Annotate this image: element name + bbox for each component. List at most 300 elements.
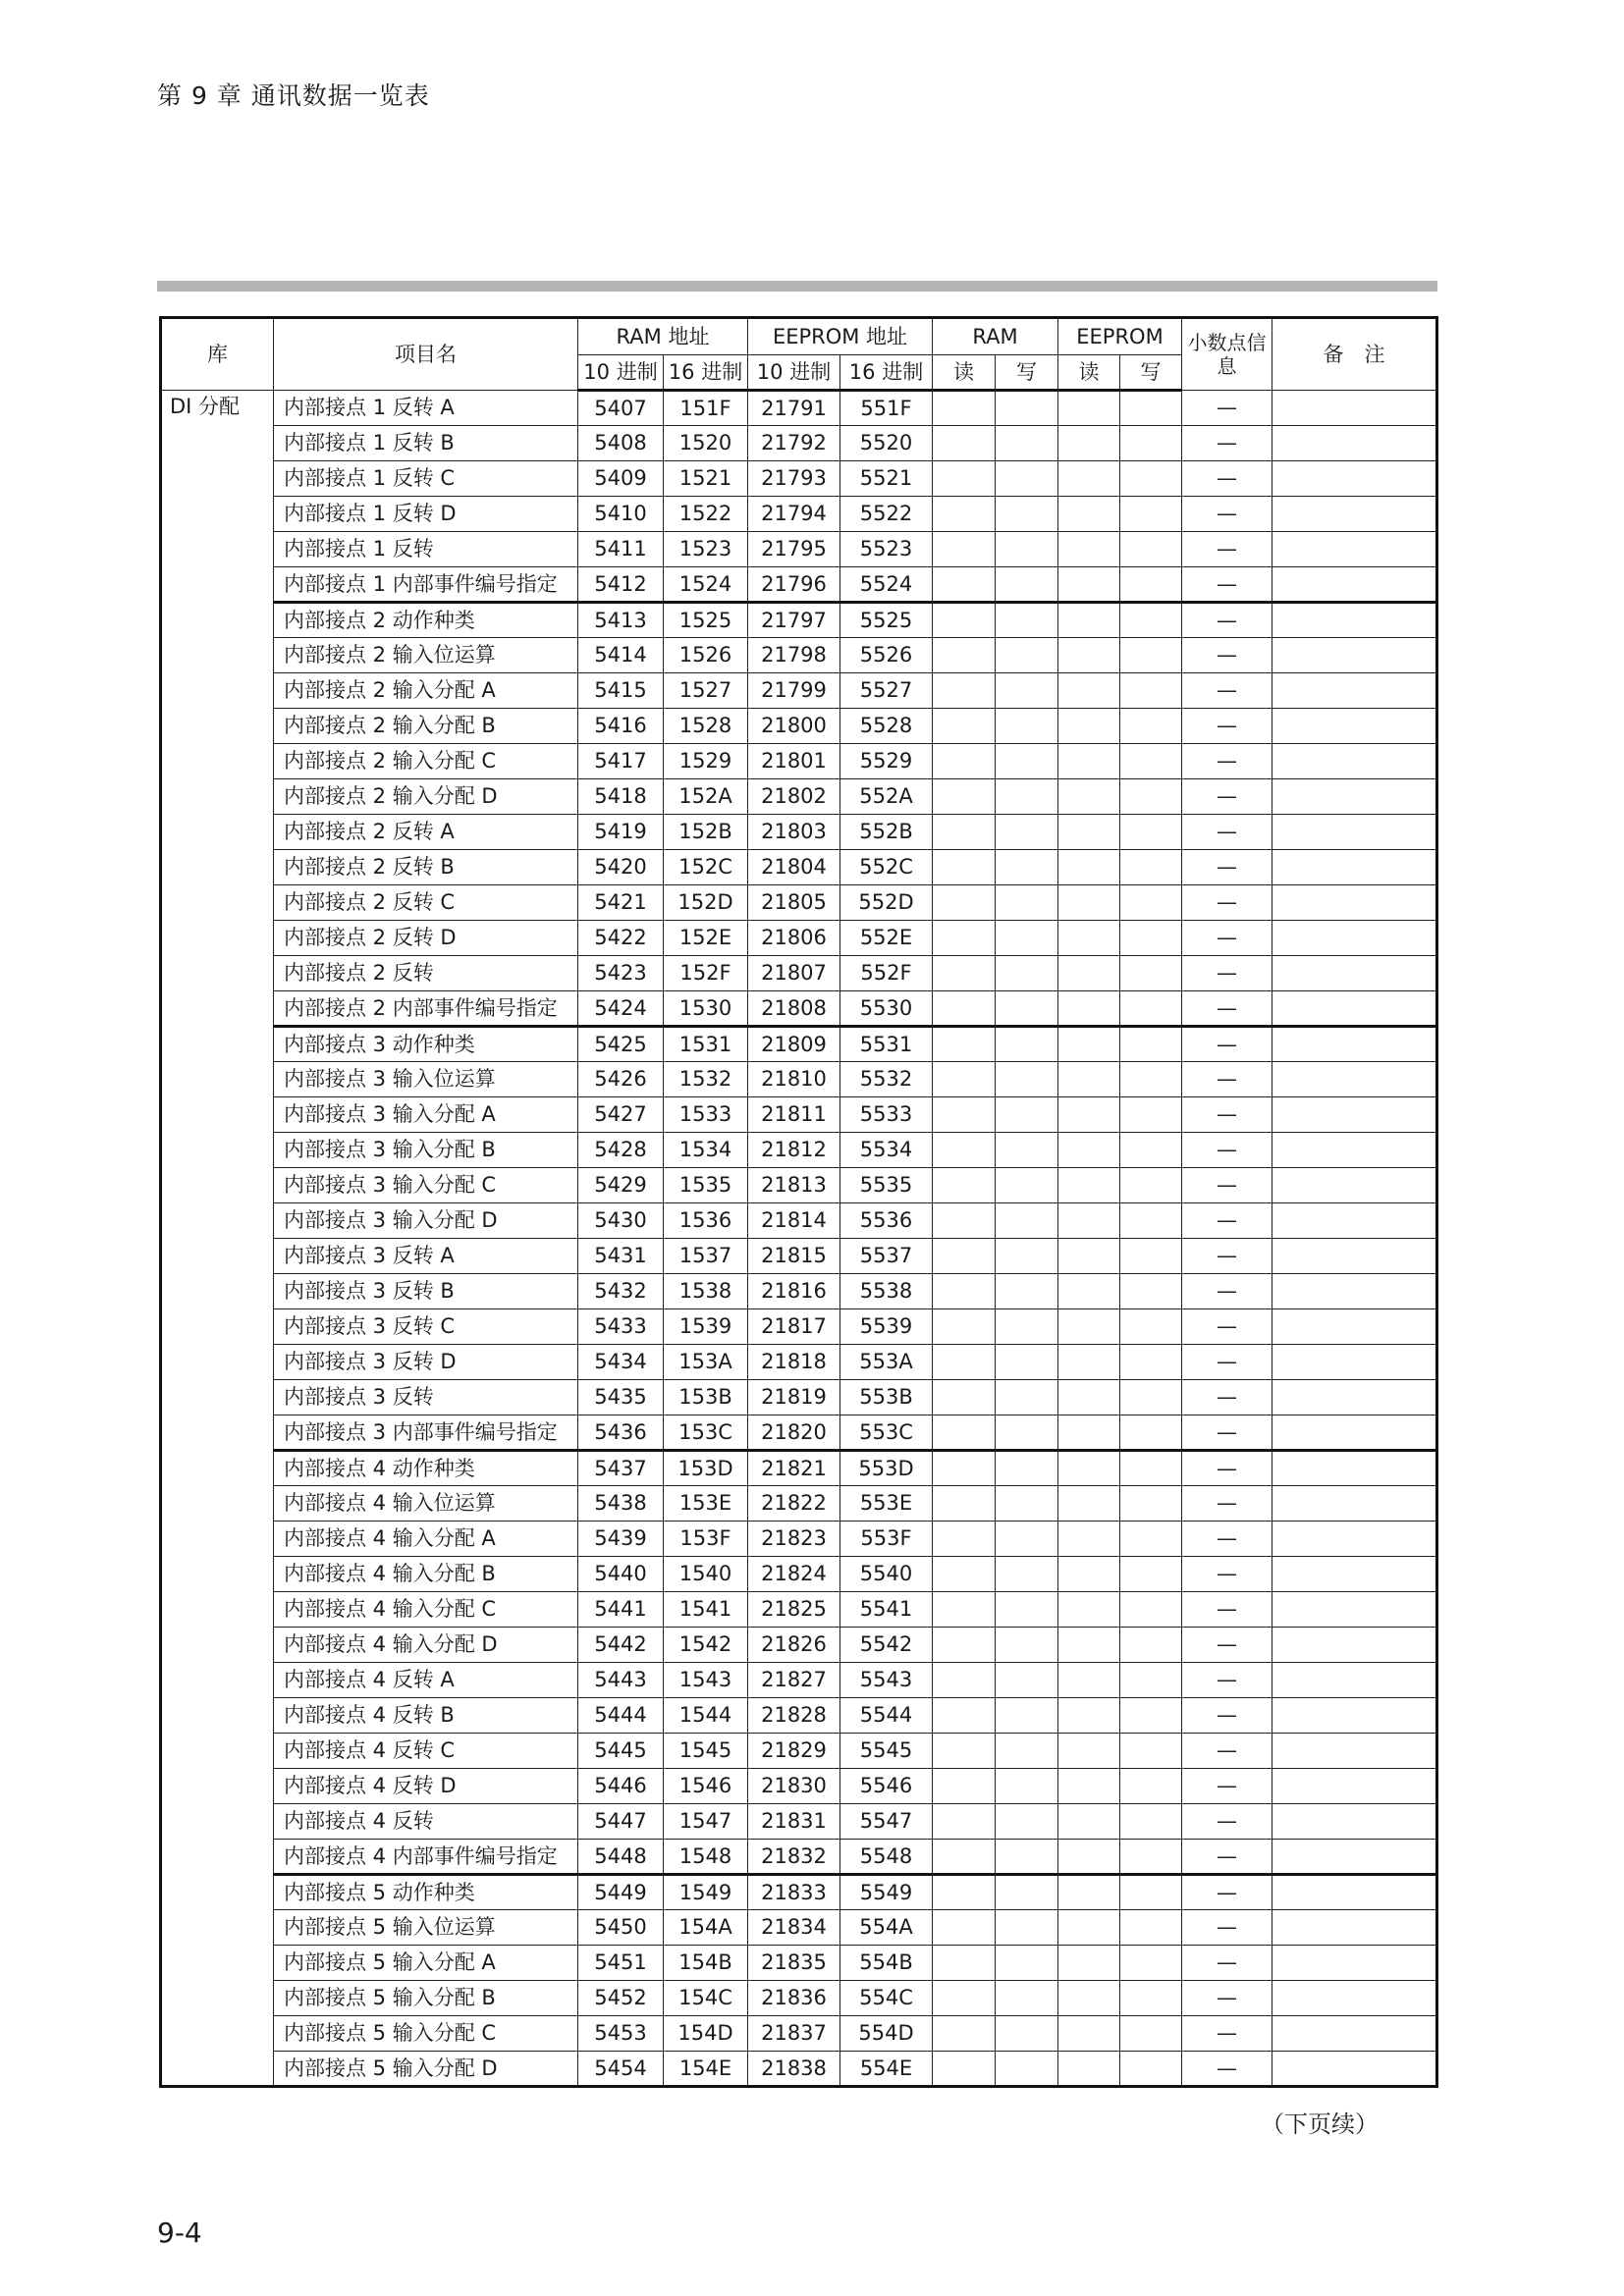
eeprom-write-cell xyxy=(1120,1663,1182,1698)
eeprom-hex-cell: 552F xyxy=(840,956,933,991)
remarks-cell xyxy=(1272,1274,1437,1309)
table-row xyxy=(161,1698,1437,1734)
remarks-cell xyxy=(1272,1663,1437,1698)
eeprom-write-cell xyxy=(1120,567,1182,603)
continued-note: （下页续） xyxy=(1261,2110,1379,2138)
eeprom-dec-cell: 21803 xyxy=(748,815,840,850)
ram-write-cell xyxy=(996,1309,1058,1345)
table-row xyxy=(161,744,1437,779)
eeprom-hex-cell: 553D xyxy=(840,1451,933,1486)
item-name-cell: 内部接点 1 反转 B xyxy=(274,426,578,461)
decimal-info-cell: — xyxy=(1182,709,1272,744)
table-row xyxy=(161,991,1437,1027)
decimal-info-cell: — xyxy=(1182,1239,1272,1274)
eeprom-dec-cell: 21791 xyxy=(748,391,840,426)
decimal-info-cell: — xyxy=(1182,1203,1272,1239)
decimal-info-cell: — xyxy=(1182,1628,1272,1663)
decimal-info-cell: — xyxy=(1182,1557,1272,1592)
table-row xyxy=(161,1946,1437,1981)
table-row xyxy=(161,1486,1437,1522)
ram-dec-cell: 5423 xyxy=(578,956,664,991)
decimal-info-cell: — xyxy=(1182,1062,1272,1097)
ram-write-cell xyxy=(996,1415,1058,1451)
decimal-info-cell: — xyxy=(1182,638,1272,673)
eeprom-hex-cell: 551F xyxy=(840,391,933,426)
table-row xyxy=(161,1910,1437,1946)
ram-write-cell xyxy=(996,1097,1058,1133)
eeprom-dec-cell: 21804 xyxy=(748,850,840,885)
remarks-cell xyxy=(1272,1522,1437,1557)
eeprom-dec-cell: 21815 xyxy=(748,1239,840,1274)
remarks-cell xyxy=(1272,1557,1437,1592)
decimal-info-cell: — xyxy=(1182,1910,1272,1946)
eeprom-hex-cell: 5539 xyxy=(840,1309,933,1345)
ram-dec-cell: 5449 xyxy=(578,1875,664,1910)
communication-data-table xyxy=(159,316,1438,2088)
ram-hex-cell: 1520 xyxy=(664,426,748,461)
ram-dec-cell: 5413 xyxy=(578,603,664,638)
ram-write-cell xyxy=(996,603,1058,638)
item-name-cell: 内部接点 3 输入分配 B xyxy=(274,1133,578,1168)
ram-write-cell xyxy=(996,709,1058,744)
eeprom-write-cell xyxy=(1120,426,1182,461)
col-eeprom-access-header: EEPROM xyxy=(1058,318,1182,355)
ram-read-cell xyxy=(933,1274,996,1309)
ram-dec-cell: 5412 xyxy=(578,567,664,603)
ram-write-cell xyxy=(996,991,1058,1027)
ram-write-cell xyxy=(996,1981,1058,2016)
item-name-cell: 内部接点 4 内部事件编号指定 xyxy=(274,1840,578,1875)
eeprom-read-cell xyxy=(1058,1628,1120,1663)
ram-write-cell xyxy=(996,1168,1058,1203)
eeprom-read-cell xyxy=(1058,1451,1120,1486)
eeprom-hex-cell: 5524 xyxy=(840,567,933,603)
eeprom-write-cell xyxy=(1120,744,1182,779)
eeprom-hex-cell: 5530 xyxy=(840,991,933,1027)
ram-write-cell xyxy=(996,1345,1058,1380)
ram-hex-cell: 1531 xyxy=(664,1027,748,1062)
eeprom-write-cell xyxy=(1120,1239,1182,1274)
remarks-cell xyxy=(1272,744,1437,779)
eeprom-dec-cell: 21821 xyxy=(748,1451,840,1486)
table-row xyxy=(161,921,1437,956)
ram-read-cell xyxy=(933,1946,996,1981)
eeprom-dec-cell: 21837 xyxy=(748,2016,840,2052)
item-name-cell: 内部接点 5 输入分配 D xyxy=(274,2052,578,2087)
eeprom-hex-cell: 5547 xyxy=(840,1804,933,1840)
ram-read-cell xyxy=(933,1168,996,1203)
remarks-cell xyxy=(1272,1734,1437,1769)
eeprom-read-cell xyxy=(1058,2052,1120,2087)
item-name-cell: 内部接点 1 反转 A xyxy=(274,391,578,426)
ram-read-cell xyxy=(933,1415,996,1451)
table-row xyxy=(161,1027,1437,1062)
eeprom-hex-cell: 5536 xyxy=(840,1203,933,1239)
ram-dec-cell: 5441 xyxy=(578,1592,664,1628)
ram-dec-cell: 5436 xyxy=(578,1415,664,1451)
ram-write-cell xyxy=(996,1840,1058,1875)
eeprom-hex-cell: 554D xyxy=(840,2016,933,2052)
ram-dec-cell: 5428 xyxy=(578,1133,664,1168)
ram-hex-cell: 152A xyxy=(664,779,748,815)
eeprom-read-cell xyxy=(1058,1522,1120,1557)
ram-write-cell xyxy=(996,673,1058,709)
eeprom-hex-cell: 5543 xyxy=(840,1663,933,1698)
eeprom-read-cell xyxy=(1058,1133,1120,1168)
ram-read-cell xyxy=(933,885,996,921)
item-name-cell: 内部接点 3 动作种类 xyxy=(274,1027,578,1062)
ram-write-cell xyxy=(996,1698,1058,1734)
table-row xyxy=(161,1415,1437,1451)
eeprom-read-cell xyxy=(1058,1274,1120,1309)
eeprom-write-cell xyxy=(1120,1592,1182,1628)
ram-write-cell xyxy=(996,1027,1058,1062)
ram-hex-cell: 151F xyxy=(664,391,748,426)
remarks-cell xyxy=(1272,1946,1437,1981)
eeprom-dec-cell: 21805 xyxy=(748,885,840,921)
eeprom-hex-cell: 552B xyxy=(840,815,933,850)
ram-write-cell xyxy=(996,461,1058,497)
ram-dec-subheader: 10 进制 xyxy=(578,355,664,391)
ram-hex-cell: 154C xyxy=(664,1981,748,2016)
eeprom-dec-cell: 21806 xyxy=(748,921,840,956)
ram-dec-cell: 5411 xyxy=(578,532,664,567)
eeprom-hex-cell: 554B xyxy=(840,1946,933,1981)
eeprom-write-cell xyxy=(1120,850,1182,885)
eeprom-hex-cell: 5523 xyxy=(840,532,933,567)
eeprom-read-cell xyxy=(1058,1097,1120,1133)
eeprom-read-cell xyxy=(1058,1203,1120,1239)
library-cell: DI 分配 xyxy=(161,391,274,2087)
eeprom-dec-cell: 21799 xyxy=(748,673,840,709)
col-library-header: 库 xyxy=(161,318,274,391)
eeprom-dec-cell: 21812 xyxy=(748,1133,840,1168)
remarks-cell xyxy=(1272,532,1437,567)
remarks-cell xyxy=(1272,1451,1437,1486)
ram-hex-cell: 1525 xyxy=(664,603,748,638)
eeprom-read-cell xyxy=(1058,815,1120,850)
ram-read-cell xyxy=(933,709,996,744)
remarks-cell xyxy=(1272,921,1437,956)
ram-read-cell xyxy=(933,1522,996,1557)
table-row xyxy=(161,1309,1437,1345)
ram-hex-cell: 1544 xyxy=(664,1698,748,1734)
eeprom-dec-cell: 21827 xyxy=(748,1663,840,1698)
ram-read-cell xyxy=(933,1981,996,2016)
eeprom-hex-cell: 5535 xyxy=(840,1168,933,1203)
decimal-info-cell: — xyxy=(1182,1345,1272,1380)
eeprom-hex-cell: 5525 xyxy=(840,603,933,638)
eeprom-dec-cell: 21798 xyxy=(748,638,840,673)
table-row xyxy=(161,603,1437,638)
item-name-cell: 内部接点 4 输入分配 D xyxy=(274,1628,578,1663)
ram-read-cell xyxy=(933,1239,996,1274)
ram-write-cell xyxy=(996,1062,1058,1097)
remarks-cell xyxy=(1272,815,1437,850)
eeprom-dec-cell: 21808 xyxy=(748,991,840,1027)
item-name-cell: 内部接点 2 反转 B xyxy=(274,850,578,885)
ram-write-cell xyxy=(996,1910,1058,1946)
ram-dec-cell: 5407 xyxy=(578,391,664,426)
table-row xyxy=(161,1203,1437,1239)
ram-read-cell xyxy=(933,426,996,461)
eeprom-write-cell xyxy=(1120,461,1182,497)
ram-dec-cell: 5410 xyxy=(578,497,664,532)
ram-hex-cell: 153E xyxy=(664,1486,748,1522)
eeprom-write-cell xyxy=(1120,921,1182,956)
eeprom-write-cell xyxy=(1120,638,1182,673)
table-row xyxy=(161,779,1437,815)
eeprom-write-cell xyxy=(1120,1309,1182,1345)
eeprom-dec-cell: 21817 xyxy=(748,1309,840,1345)
decimal-info-cell: — xyxy=(1182,497,1272,532)
item-name-cell: 内部接点 3 反转 xyxy=(274,1380,578,1415)
eeprom-write-cell xyxy=(1120,1698,1182,1734)
eeprom-dec-cell: 21818 xyxy=(748,1345,840,1380)
ram-dec-cell: 5452 xyxy=(578,1981,664,2016)
ram-write-cell xyxy=(996,532,1058,567)
eeprom-dec-cell: 21835 xyxy=(748,1946,840,1981)
ram-read-cell xyxy=(933,815,996,850)
eeprom-write-cell xyxy=(1120,1380,1182,1415)
ram-hex-cell: 154A xyxy=(664,1910,748,1946)
eeprom-dec-cell: 21834 xyxy=(748,1910,840,1946)
eeprom-write-cell xyxy=(1120,1734,1182,1769)
eeprom-write-cell xyxy=(1120,497,1182,532)
table-row xyxy=(161,1062,1437,1097)
eeprom-dec-cell: 21810 xyxy=(748,1062,840,1097)
remarks-cell xyxy=(1272,1345,1437,1380)
item-name-cell: 内部接点 3 输入分配 A xyxy=(274,1097,578,1133)
decimal-info-cell: — xyxy=(1182,1663,1272,1698)
table-row xyxy=(161,1663,1437,1698)
item-name-cell: 内部接点 2 输入分配 C xyxy=(274,744,578,779)
remarks-cell xyxy=(1272,1769,1437,1804)
eeprom-write-cell xyxy=(1120,1027,1182,1062)
eeprom-hex-cell: 552D xyxy=(840,885,933,921)
ram-hex-cell: 152B xyxy=(664,815,748,850)
ram-dec-cell: 5422 xyxy=(578,921,664,956)
ram-read-cell xyxy=(933,1133,996,1168)
decimal-info-cell: — xyxy=(1182,991,1272,1027)
eeprom-dec-cell: 21800 xyxy=(748,709,840,744)
ram-read-cell xyxy=(933,1203,996,1239)
ram-read-cell xyxy=(933,1557,996,1592)
ram-read-cell xyxy=(933,1804,996,1840)
table-row xyxy=(161,815,1437,850)
remarks-cell xyxy=(1272,1592,1437,1628)
eeprom-dec-cell: 21823 xyxy=(748,1522,840,1557)
eeprom-read-cell xyxy=(1058,1345,1120,1380)
decimal-info-cell: — xyxy=(1182,815,1272,850)
ram-read-cell xyxy=(933,921,996,956)
eeprom-write-cell xyxy=(1120,1345,1182,1380)
eeprom-write-cell xyxy=(1120,532,1182,567)
remarks-cell xyxy=(1272,1380,1437,1415)
eeprom-hex-subheader: 16 进制 xyxy=(840,355,933,391)
eeprom-write-cell xyxy=(1120,1769,1182,1804)
eeprom-dec-cell: 21838 xyxy=(748,2052,840,2087)
eeprom-read-cell xyxy=(1058,1734,1120,1769)
item-name-cell: 内部接点 1 反转 D xyxy=(274,497,578,532)
decimal-info-cell: — xyxy=(1182,1133,1272,1168)
ram-hex-cell: 1545 xyxy=(664,1734,748,1769)
ram-read-cell xyxy=(933,1875,996,1910)
item-name-cell: 内部接点 1 内部事件编号指定 xyxy=(274,567,578,603)
eeprom-hex-cell: 5537 xyxy=(840,1239,933,1274)
decimal-info-cell: — xyxy=(1182,779,1272,815)
item-name-cell: 内部接点 2 输入分配 B xyxy=(274,709,578,744)
table-row xyxy=(161,1557,1437,1592)
table-row xyxy=(161,2016,1437,2052)
ram-hex-cell: 1528 xyxy=(664,709,748,744)
col-item-name-header: 项目名 xyxy=(274,318,578,391)
item-name-cell: 内部接点 5 输入分配 A xyxy=(274,1946,578,1981)
ram-read-cell xyxy=(933,1309,996,1345)
decimal-info-cell: — xyxy=(1182,1309,1272,1345)
ram-read-cell xyxy=(933,638,996,673)
ram-read-cell xyxy=(933,1592,996,1628)
col-ram-access-header: RAM xyxy=(933,318,1058,355)
eeprom-write-cell xyxy=(1120,1203,1182,1239)
decimal-info-cell: — xyxy=(1182,391,1272,426)
eeprom-read-cell xyxy=(1058,1946,1120,1981)
eeprom-write-cell xyxy=(1120,1522,1182,1557)
ram-hex-cell: 1530 xyxy=(664,991,748,1027)
table-row xyxy=(161,532,1437,567)
eeprom-hex-cell: 5529 xyxy=(840,744,933,779)
ram-write-cell xyxy=(996,1522,1058,1557)
item-name-cell: 内部接点 4 动作种类 xyxy=(274,1451,578,1486)
item-name-cell: 内部接点 3 内部事件编号指定 xyxy=(274,1415,578,1451)
item-name-cell: 内部接点 4 反转 xyxy=(274,1804,578,1840)
col-eeprom-address-header: EEPROM 地址 xyxy=(748,318,933,355)
ram-write-cell xyxy=(996,567,1058,603)
remarks-cell xyxy=(1272,2016,1437,2052)
table-row xyxy=(161,1840,1437,1875)
ram-read-cell xyxy=(933,991,996,1027)
decimal-info-cell: — xyxy=(1182,1875,1272,1910)
item-name-cell: 内部接点 2 反转 xyxy=(274,956,578,991)
ram-hex-cell: 152D xyxy=(664,885,748,921)
eeprom-hex-cell: 553F xyxy=(840,1522,933,1557)
eeprom-dec-cell: 21797 xyxy=(748,603,840,638)
eeprom-hex-cell: 5532 xyxy=(840,1062,933,1097)
item-name-cell: 内部接点 3 反转 B xyxy=(274,1274,578,1309)
eeprom-read-cell xyxy=(1058,1840,1120,1875)
eeprom-read-cell xyxy=(1058,850,1120,885)
decimal-info-cell: — xyxy=(1182,1097,1272,1133)
ram-write-cell xyxy=(996,1734,1058,1769)
ram-write-cell xyxy=(996,1380,1058,1415)
ram-write-cell xyxy=(996,638,1058,673)
decimal-info-cell: — xyxy=(1182,673,1272,709)
eeprom-write-cell xyxy=(1120,1628,1182,1663)
decimal-info-cell: — xyxy=(1182,532,1272,567)
eeprom-write-cell xyxy=(1120,2052,1182,2087)
eeprom-hex-cell: 5542 xyxy=(840,1628,933,1663)
ram-read-cell xyxy=(933,1628,996,1663)
table-row xyxy=(161,391,1437,426)
eeprom-hex-cell: 552A xyxy=(840,779,933,815)
ram-hex-subheader: 16 进制 xyxy=(664,355,748,391)
table-row xyxy=(161,1239,1437,1274)
eeprom-dec-cell: 21813 xyxy=(748,1168,840,1203)
ram-dec-cell: 5451 xyxy=(578,1946,664,1981)
eeprom-read-cell xyxy=(1058,921,1120,956)
eeprom-hex-cell: 5534 xyxy=(840,1133,933,1168)
ram-read-cell xyxy=(933,1663,996,1698)
eeprom-read-cell xyxy=(1058,497,1120,532)
decimal-info-cell: — xyxy=(1182,1769,1272,1804)
ram-dec-cell: 5430 xyxy=(578,1203,664,1239)
ram-hex-cell: 1534 xyxy=(664,1133,748,1168)
eeprom-hex-cell: 5544 xyxy=(840,1698,933,1734)
table-row xyxy=(161,567,1437,603)
decimal-info-cell: — xyxy=(1182,603,1272,638)
ram-hex-cell: 152C xyxy=(664,850,748,885)
ram-write-cell xyxy=(996,1557,1058,1592)
ram-dec-cell: 5443 xyxy=(578,1663,664,1698)
remarks-cell xyxy=(1272,1981,1437,2016)
eeprom-hex-cell: 5527 xyxy=(840,673,933,709)
chapter-title: 第 9 章 通讯数据一览表 xyxy=(157,81,430,110)
ram-write-cell xyxy=(996,815,1058,850)
decimal-info-cell: — xyxy=(1182,1592,1272,1628)
table-row xyxy=(161,638,1437,673)
ram-write-cell xyxy=(996,1769,1058,1804)
ram-read-cell xyxy=(933,779,996,815)
ram-read-cell xyxy=(933,1910,996,1946)
eeprom-read-cell xyxy=(1058,1415,1120,1451)
eeprom-write-cell xyxy=(1120,1910,1182,1946)
ram-write-cell xyxy=(996,1875,1058,1910)
table-row xyxy=(161,426,1437,461)
eeprom-dec-cell: 21836 xyxy=(748,1981,840,2016)
remarks-cell xyxy=(1272,1027,1437,1062)
eeprom-dec-cell: 21807 xyxy=(748,956,840,991)
eeprom-read-cell xyxy=(1058,1698,1120,1734)
eeprom-read-cell xyxy=(1058,709,1120,744)
ram-hex-cell: 1523 xyxy=(664,532,748,567)
ram-hex-cell: 1536 xyxy=(664,1203,748,1239)
table-row xyxy=(161,885,1437,921)
ram-hex-cell: 1537 xyxy=(664,1239,748,1274)
table-row xyxy=(161,497,1437,532)
item-name-cell: 内部接点 2 反转 D xyxy=(274,921,578,956)
table-row xyxy=(161,673,1437,709)
eeprom-read-cell xyxy=(1058,1062,1120,1097)
decimal-info-cell: — xyxy=(1182,1380,1272,1415)
eeprom-hex-cell: 554E xyxy=(840,2052,933,2087)
eeprom-dec-cell: 21826 xyxy=(748,1628,840,1663)
table-row xyxy=(161,1274,1437,1309)
ram-read-cell xyxy=(933,1027,996,1062)
eeprom-dec-cell: 21814 xyxy=(748,1203,840,1239)
item-name-cell: 内部接点 4 输入位运算 xyxy=(274,1486,578,1522)
ram-hex-cell: 153F xyxy=(664,1522,748,1557)
ram-write-cell xyxy=(996,885,1058,921)
ram-read-cell xyxy=(933,603,996,638)
ram-hex-cell: 154D xyxy=(664,2016,748,2052)
eeprom-hex-cell: 5541 xyxy=(840,1592,933,1628)
ram-dec-cell: 5416 xyxy=(578,709,664,744)
remarks-cell xyxy=(1272,956,1437,991)
decimal-info-cell: — xyxy=(1182,744,1272,779)
eeprom-write-cell xyxy=(1120,1274,1182,1309)
item-name-cell: 内部接点 4 输入分配 A xyxy=(274,1522,578,1557)
table-row xyxy=(161,1628,1437,1663)
